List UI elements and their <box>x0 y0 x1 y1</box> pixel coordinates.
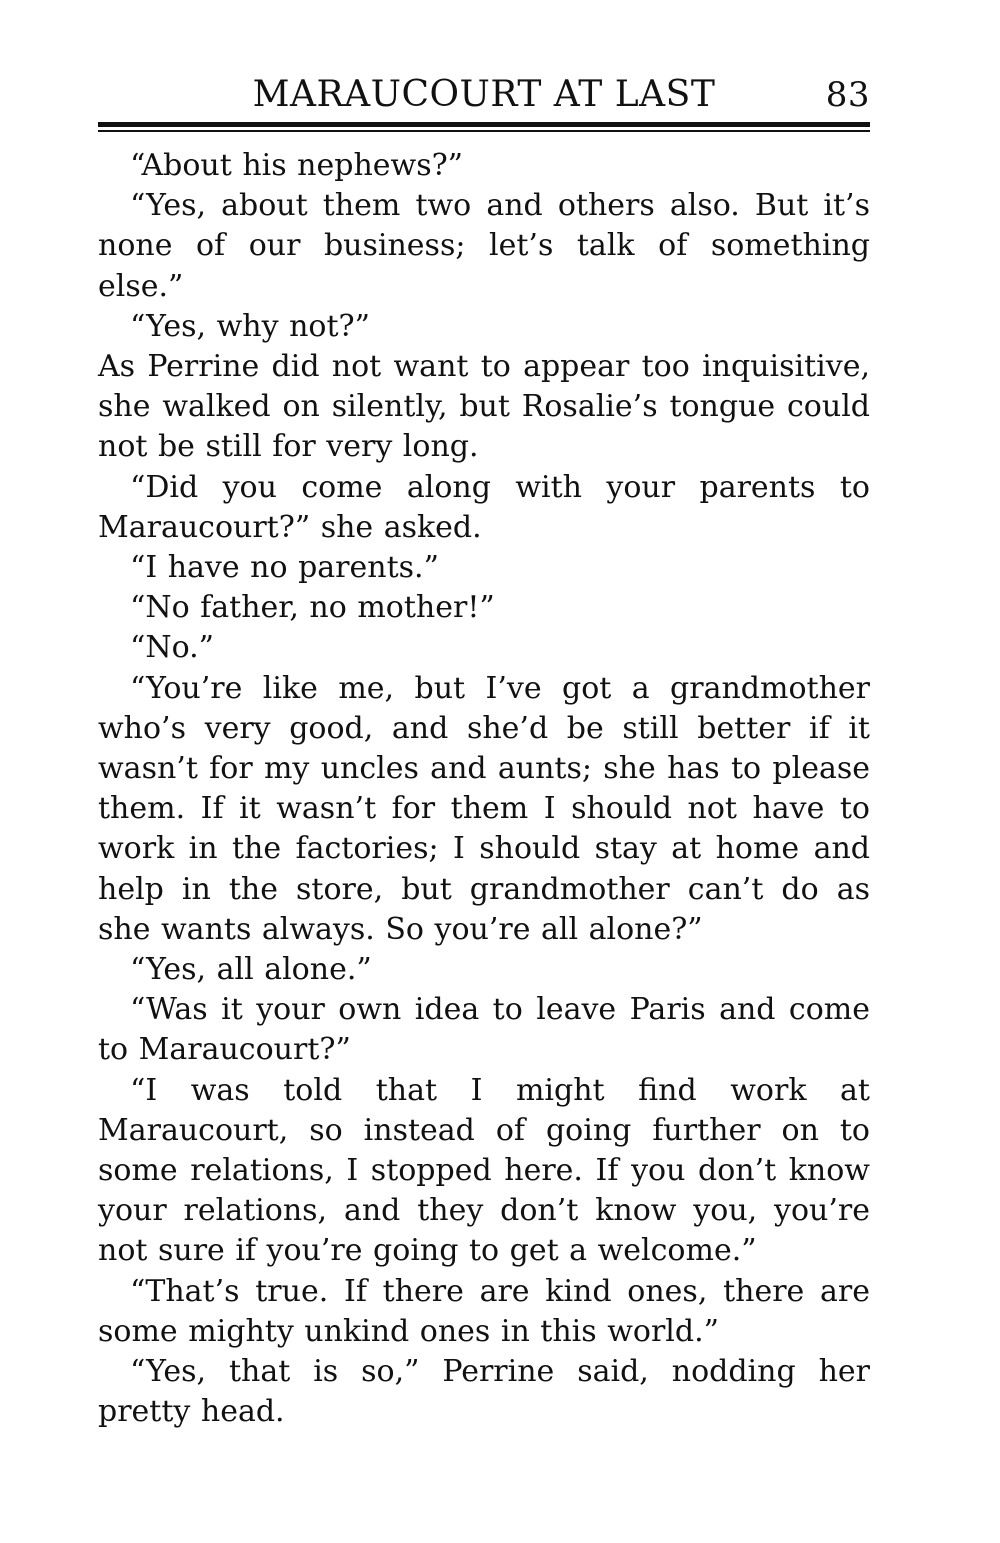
header-rule-thick <box>98 122 870 127</box>
paragraph: “Yes, why not?” <box>130 308 370 344</box>
paragraph: “No.” <box>130 630 214 666</box>
paragraph: “Yes, about them two and others also. But it’s none of our business; let’s talk of something else.” <box>98 188 870 304</box>
paragraph: “About his nephews?” <box>130 148 464 183</box>
paragraph: “I was told that I might find work at Maraucourt, so instead of going further on to some relations, I stopped here. If you don’t know your relations, and they don’t know you, you’re not sure if you’re going to get a welcome.” <box>98 1072 870 1269</box>
paragraph: “That’s true. If there are kind ones, there are some mighty unkind ones in this world.” <box>98 1273 870 1349</box>
paragraph: “No father, no mother!” <box>130 590 495 626</box>
paragraph: “Yes, that is so,” Perrine said, nodding her pretty head. <box>98 1354 870 1430</box>
paragraph: “Yes, all alone.” <box>130 952 372 988</box>
paragraph: “Was it your own idea to leave Paris and come to Maraucourt?” <box>98 992 870 1068</box>
paragraph: “You’re like me, but I’ve got a grandmother who’s very good, and she’d be still better if it wasn’t for my uncles and aunts; she has to please them. If it wasn’t for them I should not have to work in the factories; I should stay at home and help in the store, but grandmother can’t do as she wants always. So you’re all alone?” <box>98 670 870 947</box>
paragraph: “Did you come along with your parents to Maraucourt?” she asked. <box>98 469 870 545</box>
running-title: MARAUCOURT AT LAST <box>252 74 716 115</box>
body-text <box>98 146 870 1433</box>
header-rule-thin <box>98 130 870 132</box>
paragraph: As Perrine did not want to appear too inquisitive, she walked on silently, but Rosalie’s tongue could not be still for very long. <box>98 349 870 465</box>
paragraph: “I have no parents.” <box>130 550 439 586</box>
page-number: 83 <box>825 75 870 115</box>
running-head <box>98 72 870 118</box>
